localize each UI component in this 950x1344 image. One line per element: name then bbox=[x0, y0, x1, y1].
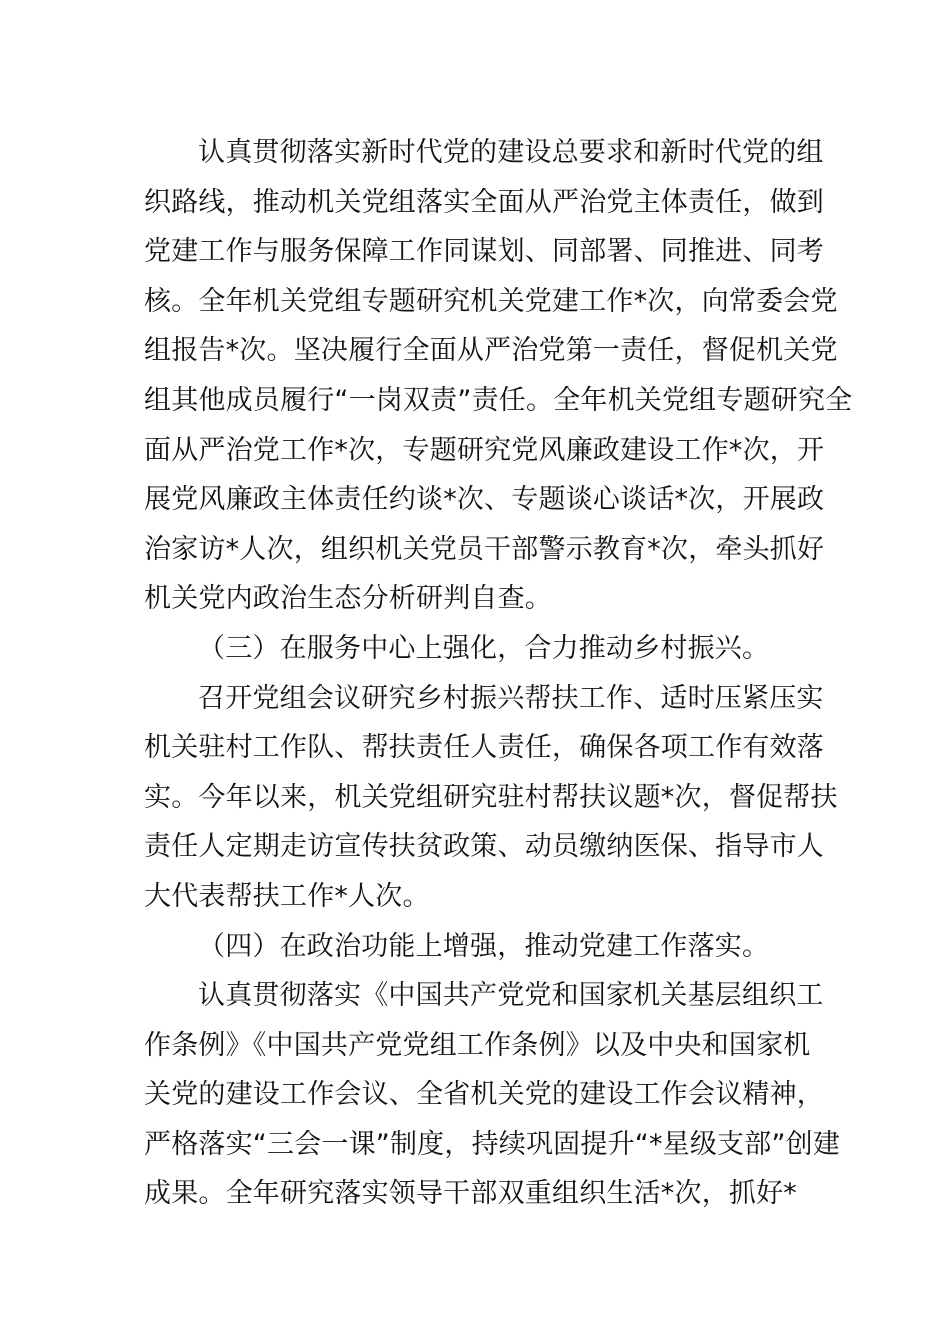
paragraph-line: 机关驻村工作队、帮扶责任人责任，确保各项工作有效落 bbox=[144, 732, 824, 764]
paragraph-line: 组其他成员履行“一岗双责”责任。全年机关党组专题研究全 bbox=[144, 384, 853, 416]
paragraph-line: 关党的建设工作会议、全省机关党的建设工作会议精神， bbox=[144, 1079, 824, 1111]
paragraph-line: 责任人定期走访宣传扶贫政策、动员缴纳医保、指导市人 bbox=[144, 831, 824, 863]
paragraph-line: 核。全年机关党组专题研究机关党建工作*次，向常委会党 bbox=[144, 285, 838, 317]
paragraph-line: 展党风廉政主体责任约谈*次、专题谈心谈话*次，开展政 bbox=[144, 484, 825, 516]
paragraph-line: 作条例》《中国共产党党组工作条例》以及中央和国家机 bbox=[144, 1029, 811, 1061]
paragraph-line: 认真贯彻落实《中国共产党党和国家机关基层组织工 bbox=[198, 980, 824, 1012]
paragraph-line: 织路线，推动机关党组落实全面从严治党主体责任，做到 bbox=[144, 186, 824, 218]
paragraph-line: 党建工作与服务保障工作同谋划、同部署、同推进、同考 bbox=[144, 236, 824, 268]
document-body bbox=[144, 128, 853, 1219]
paragraph-line: 机关党内政治生态分析研判自查。 bbox=[144, 583, 552, 615]
paragraph-line: 实。今年以来，机关党组研究驻村帮扶议题*次，督促帮扶 bbox=[144, 781, 838, 813]
section-heading: （三）在服务中心上强化，合力推动乡村振兴。 bbox=[198, 632, 770, 664]
paragraph-line: 大代表帮扶工作*人次。 bbox=[144, 880, 430, 912]
paragraph-line: 组报告*次。坚决履行全面从严治党第一责任，督促机关党 bbox=[144, 335, 838, 367]
paragraph-line: 面从严治党工作*次，专题研究党风廉政建设工作*次，开 bbox=[144, 434, 825, 466]
paragraph-line: 成果。全年研究落实领导干部双重组织生活*次，抓好* bbox=[144, 1178, 797, 1210]
paragraph-line: 治家访*人次，组织机关党员干部警示教育*次，牵头抓好 bbox=[144, 533, 825, 565]
paragraph-line: 严格落实“三会一课”制度，持续巩固提升“*星级支部”创建 bbox=[144, 1128, 841, 1160]
paragraph-line: 召开党组会议研究乡村振兴帮扶工作、适时压紧压实 bbox=[198, 682, 824, 714]
paragraph-line: 认真贯彻落实新时代党的建设总要求和新时代党的组 bbox=[198, 137, 824, 168]
section-heading: （四）在政治功能上增强，推动党建工作落实。 bbox=[198, 930, 770, 962]
